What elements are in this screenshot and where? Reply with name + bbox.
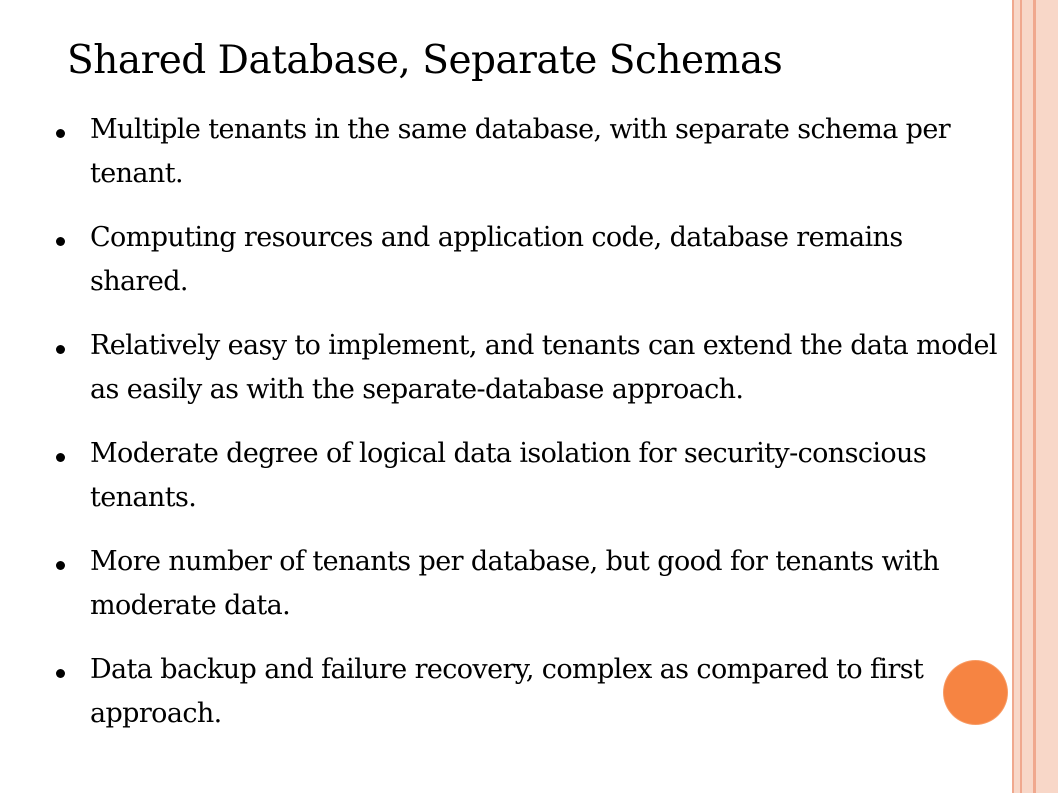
- bullet-item: [52, 432, 1002, 520]
- bullet-dot-icon: [56, 669, 65, 678]
- bullet-dot-icon: [56, 453, 65, 462]
- bullet-item: [52, 108, 1002, 196]
- bullet-item: [52, 540, 1002, 628]
- bullet-text: Moderate degree of logical data isolation for security-conscious tenants.: [90, 438, 927, 513]
- slide-title: Shared Database, Separate Schemas: [67, 38, 783, 83]
- border-line: [1020, 0, 1022, 793]
- bullet-text: Multiple tenants in the same database, with separate schema per tenant.: [90, 114, 951, 189]
- bullet-item: [52, 216, 1002, 304]
- bullet-item: [52, 648, 1002, 736]
- border-line: [1012, 0, 1014, 793]
- bullet-dot-icon: [56, 237, 65, 246]
- orange-circle-decoration: [944, 661, 1007, 724]
- bullet-text: Relatively easy to implement, and tenants can extend the data model as easily as with the separate-database approach.: [90, 330, 997, 405]
- bullet-dot-icon: [56, 561, 65, 570]
- bullet-dot-icon: [56, 129, 65, 138]
- bullet-text: More number of tenants per database, but good for tenants with moderate data.: [90, 546, 940, 621]
- bullet-text: Computing resources and application code, database remains shared.: [90, 222, 903, 297]
- border-line: [1033, 0, 1036, 793]
- bullet-dot-icon: [56, 345, 65, 354]
- bullet-item: [52, 324, 1002, 412]
- bullet-text: Data backup and failure recovery, complex as compared to first approach.: [90, 654, 924, 729]
- bullet-list: [52, 108, 1002, 756]
